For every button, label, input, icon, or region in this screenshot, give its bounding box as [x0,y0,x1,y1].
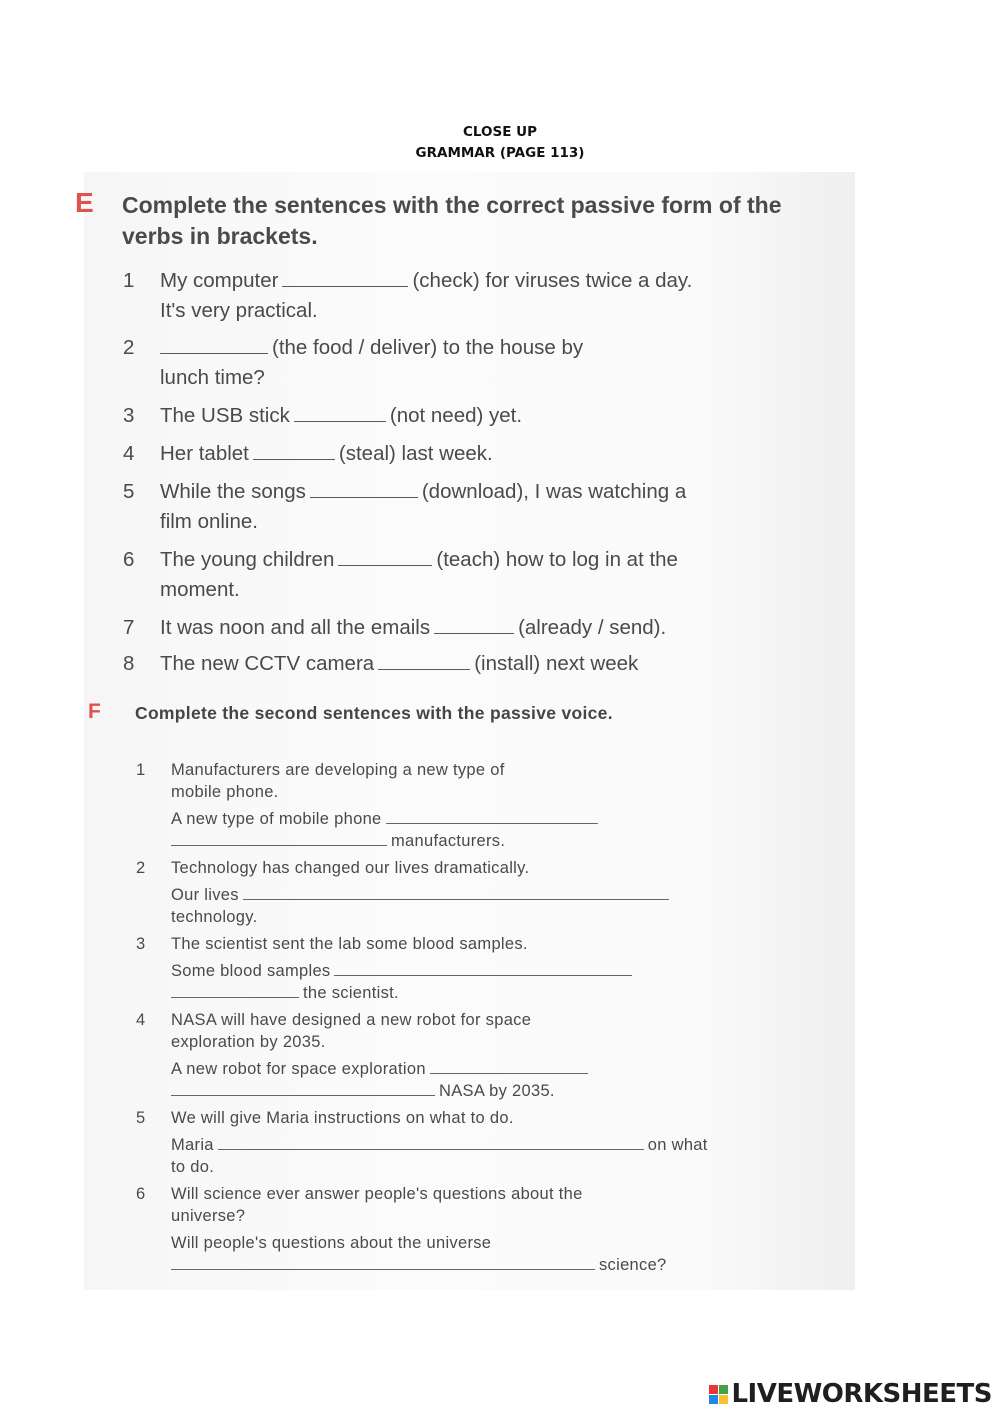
header-title: CLOSE UP [462,124,537,140]
transform-end: manufacturers. [391,832,506,850]
exercise-e-1 [123,266,693,326]
original-sentence: NASA will have designed a new robot for space [171,1011,532,1029]
exercise-number: 1 [123,269,135,292]
exercise-number: 7 [123,616,135,639]
exercise-number: 2 [136,859,146,877]
exercise-number: 5 [136,1109,146,1127]
sentence-end: (check) for viruses twice a day. [412,269,693,292]
sentence-continuation: film online. [160,510,258,533]
original-sentence: We will give Maria instructions on what to do. [171,1109,514,1127]
section-e-letter: E [75,187,94,218]
exercise-number: 6 [123,548,135,571]
exercise-number: 6 [136,1185,146,1203]
exercise-e-5 [123,477,687,537]
exercise-number: 1 [136,761,146,779]
answer-blank[interactable] [386,809,598,824]
exercise-f-6 [136,1183,667,1276]
exercise-e-8 [123,649,639,679]
exercise-number: 2 [123,336,135,359]
original-sentence: The scientist sent the lab some blood samples. [171,935,528,953]
transform-start: Will people's questions about the universe [171,1234,492,1252]
answer-blank[interactable] [171,1081,435,1096]
answer-blank[interactable] [434,615,514,634]
sentence-start: It was noon and all the emails [160,616,431,639]
transform-start: A new robot for space exploration [171,1060,426,1078]
sentence-start: The young children [160,548,335,571]
exercise-f-4 [136,1009,592,1102]
logo-text: LIVEWORKSHEETS [731,1379,992,1409]
sentence-end: (the food / deliver) to the house by [272,336,584,359]
exercise-number: 3 [123,404,135,427]
exercise-number: 4 [123,442,135,465]
sentence-start: My computer [160,269,279,292]
answer-blank[interactable] [338,547,432,566]
sentence-start: Her tablet [160,442,249,465]
exercise-e-3 [123,401,523,431]
sentence-start: While the songs [160,480,306,503]
answer-blank[interactable] [282,268,408,287]
answer-blank[interactable] [160,335,268,354]
original-sentence-continuation: mobile phone. [171,783,279,801]
sentence-start: The USB stick [160,404,290,427]
answer-blank[interactable] [243,885,669,900]
answer-blank[interactable] [378,651,470,670]
answer-blank[interactable] [253,441,335,460]
answer-blank[interactable] [218,1135,644,1150]
logo-icon [709,1385,728,1404]
sentence-continuation: lunch time? [160,366,265,389]
exercise-f-3 [136,933,636,1004]
sentence-end: (teach) how to log in at the [436,548,678,571]
exercise-f-1 [136,759,602,852]
liveworksheets-logo [709,1378,992,1410]
exercise-number: 4 [136,1011,146,1029]
sentence-end: (download), I was watching a [421,480,687,503]
transform-start: Maria [171,1136,214,1154]
header-subtitle: GRAMMAR (PAGE 113) [415,145,585,161]
worksheet-header [0,122,1000,164]
original-sentence-continuation: universe? [171,1207,246,1225]
answer-blank[interactable] [334,961,632,976]
exercise-number: 8 [123,652,135,675]
section-f-letter: F [88,700,101,723]
sentence-start: The new CCTV camera [160,652,375,675]
exercise-e-4 [123,439,493,469]
exercise-f-5 [136,1107,708,1178]
answer-blank[interactable] [430,1059,588,1074]
transform-end: science? [599,1256,667,1274]
transform-end: NASA by 2035. [439,1082,555,1100]
answer-blank[interactable] [171,983,299,998]
transform-start: A new type of mobile phone [171,810,382,828]
transform-end: technology. [171,908,258,926]
sentence-end: (steal) last week. [338,442,493,465]
exercise-number: 5 [123,480,135,503]
original-sentence: Technology has changed our lives dramatically. [171,859,530,877]
exercise-number: 3 [136,935,146,953]
exercise-e-7 [123,613,667,643]
sentence-continuation: It's very practical. [160,299,318,322]
answer-blank[interactable] [171,1255,595,1270]
answer-blank[interactable] [294,403,386,422]
transform-start: Our lives [171,886,239,904]
exercise-e-2 [123,333,584,393]
sentence-end: (not need) yet. [389,404,523,427]
original-sentence-continuation: exploration by 2035. [171,1033,326,1051]
section-f-instruction: Complete the second sentences with the passive voice. [135,703,613,723]
transform-end-continuation: to do. [171,1158,215,1176]
answer-blank[interactable] [310,479,418,498]
original-sentence: Manufacturers are developing a new type of [171,761,505,779]
sentence-end: (install) next week [474,652,639,675]
answer-blank[interactable] [171,831,387,846]
sentence-end: (already / send). [518,616,667,639]
exercise-e-6 [123,545,678,605]
scanned-page [75,172,855,1290]
transform-end: on what [647,1136,708,1154]
original-sentence: Will science ever answer people's questions about the [171,1185,583,1203]
sentence-continuation: moment. [160,578,240,601]
transform-start: Some blood samples [171,962,331,980]
transform-end: the scientist. [303,984,399,1002]
section-e-instruction: Complete the sentences with the correct passive form of the verbs in brackets. [122,192,782,249]
exercise-f-2 [136,857,673,928]
